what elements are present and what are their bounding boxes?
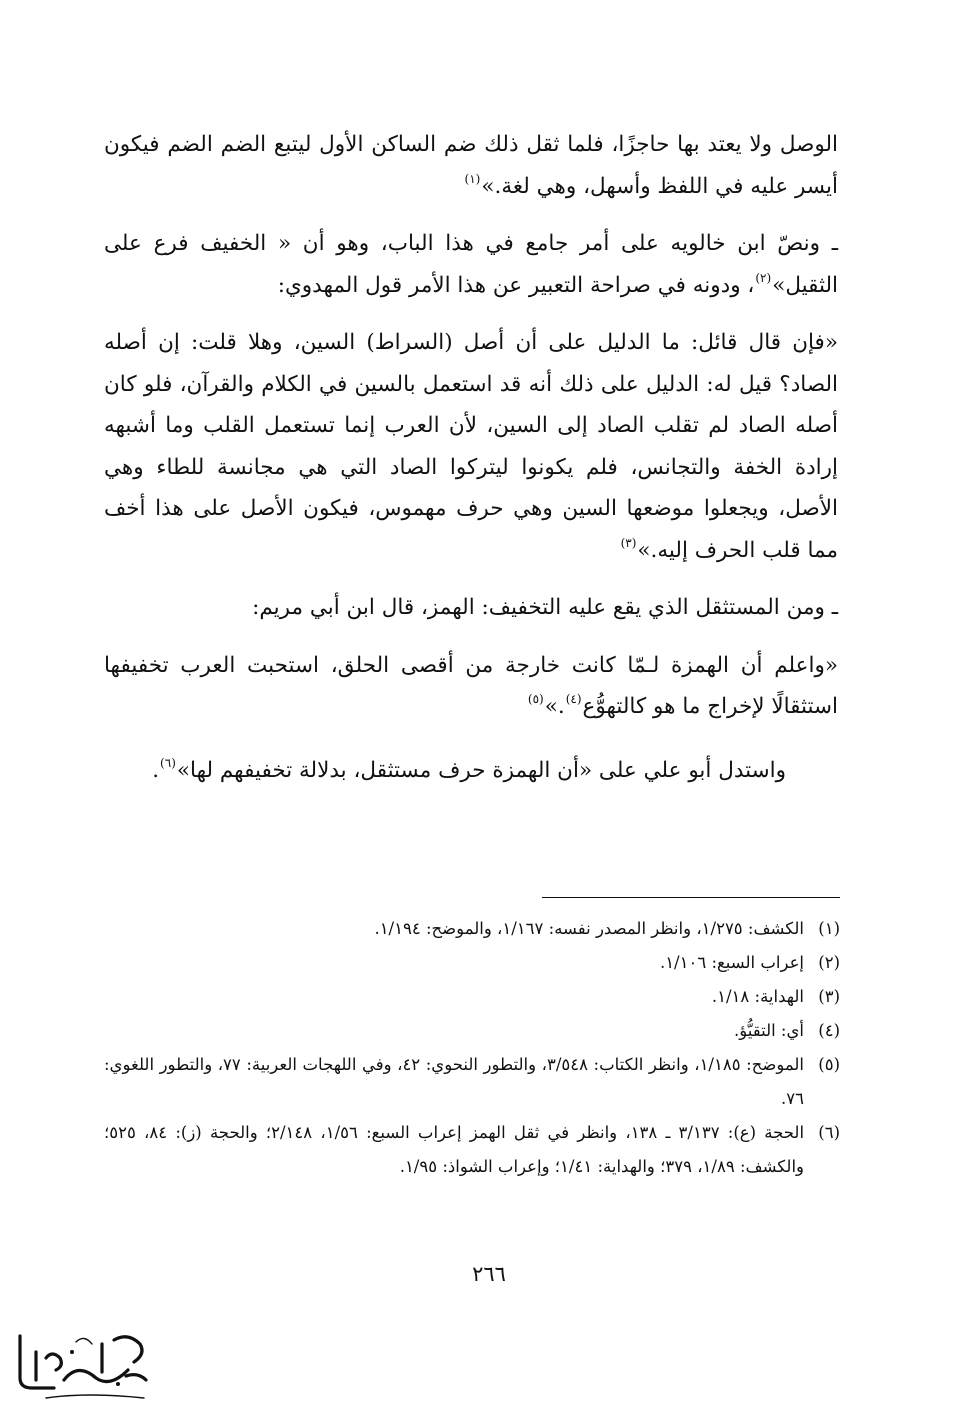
paragraph-6 (104, 750, 838, 792)
paragraph-text: واستدل أبو علي على «أن الهمزة حرف مستثقل، بدلالة تخفيفهم لها» (176, 757, 786, 783)
footnote-text: الهداية: ١/١٨. (711, 987, 804, 1006)
paragraph-3 (104, 322, 838, 571)
footnote-item (104, 1014, 840, 1048)
footnote-text: الكشف: ١/٢٧٥، وانظر المصدر نفسه: ١/١٦٧، والموضح: ١/١٩٤. (374, 919, 804, 938)
paragraph-text-continued: .» (544, 694, 565, 719)
paragraph-text-continued: . (152, 757, 160, 783)
footnote-number: (٥) (818, 1055, 840, 1074)
footnote-text: الحجة (ع): ٣/١٣٧ ـ ١٣٨، وانظر في ثقل الهمز إعراب السبع: ١/٥٦، ٢/١٤٨؛ والحجة (ز): ٨٤، ٥٢٥؛ والكشف: ١/٨٩، ٣٧٩؛ والهداية: ١/٤١؛ وإعراب الشواذ: ١/٩٥. (104, 1123, 805, 1176)
paragraph-text: ـ ونصّ ابن خالويه على أمر جامع في هذا الباب، وهو أن « الخفيف فرع على الثقيل» (104, 231, 838, 298)
paragraph-text: الوصل ولا يعتد بها حاجزًا، فلما ثقل ذلك ضم الساكن الأول ليتبع الضم الضم فيكون أيسر عليه في اللفظ وأسهل، وهي لغة.» (104, 132, 838, 199)
footnote-number: (١) (818, 919, 840, 938)
footnote-text: الموضح: ١/١٨٥، وانظر الكتاب: ٣/٥٤٨، والتطور النحوي: ٤٢، وفي اللهجات العربية: ٧٧، والتطور اللغوي: ٧٦. (104, 1055, 805, 1108)
paragraph-text: «فإن قال قائل: ما الدليل على أن أصل (السراط) السين، وهلا قلت: إن أصله الصاد؟ قيل له: الدليل على ذلك أنه قد استعمل بالسين في الكلام والقرآن، فلو كان أصله الصاد لم تقلب الصاد إلى السين، لأن العرب إنما تستعمل القلب وما أشبهه إرادة الخفة والتجانس، فلم يكونوا ليتركوا الصاد التي هي مجانسة للطاء وهي الأصل، ويجعلوا موضعها السين وهي حرف مهموس، فيكون الأصل على هذا أخف مما قلب الحرف إليه.» (104, 330, 838, 563)
footnote-number: (٦) (818, 1123, 840, 1142)
footnote-number: (٢) (818, 953, 840, 972)
paragraph-4 (104, 587, 838, 629)
footnote-ref[interactable]: (٢) (755, 270, 772, 285)
footnote-item (104, 1116, 840, 1184)
page-number: ٢٦٦ (472, 1262, 506, 1286)
footnote-item (104, 946, 840, 980)
footnotes (104, 912, 840, 1184)
footnote-divider (542, 897, 840, 898)
paragraph-2 (104, 223, 838, 306)
paragraph-text: ـ ومن المستثقل الذي يقع عليه التخفيف: الهمز، قال ابن أبي مريم: (252, 595, 838, 620)
footnote-ref[interactable]: (٣) (620, 535, 637, 550)
paragraph-1 (104, 124, 838, 207)
footnote-text: أي: التقيُّؤ. (734, 1021, 804, 1040)
footnote-number: (٣) (818, 987, 840, 1006)
footnote-item (104, 912, 840, 946)
footnote-item (104, 980, 840, 1014)
calligraphy-stamp (6, 1322, 156, 1404)
footnote-ref[interactable]: (٦) (160, 755, 176, 770)
footnote-number: (٤) (818, 1021, 840, 1040)
footnote-text: إعراب السبع: ١/١٠٦. (659, 953, 804, 972)
paragraph-text-continued: ، ودونه في صراحة التعبير عن هذا الأمر قول المهدوي: (277, 272, 755, 298)
footnote-ref[interactable]: (٥) (527, 692, 544, 706)
main-text (104, 124, 838, 807)
footnote-ref[interactable]: (١) (464, 171, 481, 186)
footnote-item (104, 1048, 840, 1116)
paragraph-5 (104, 645, 838, 728)
footnote-ref[interactable]: (٤) (565, 692, 582, 706)
paragraph-text: «واعلم أن الهمزة لـمّا كانت خارجة من أقصى الحلق، استحبت العرب تخفيفها استثقالًا لإخراج ما هو كالتهوُّع (104, 652, 838, 719)
